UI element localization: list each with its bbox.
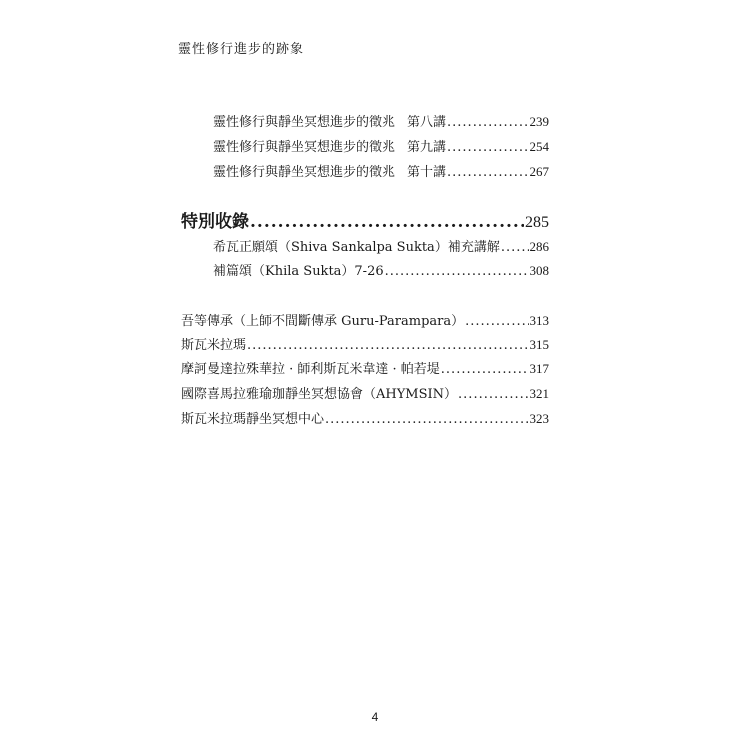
toc-entry-special-1[interactable] xyxy=(213,236,549,255)
toc-entry-page: 239 xyxy=(529,114,549,129)
toc-entry-title: 吾等傳承（上師不間斷傳承 Guru-Parampara） xyxy=(181,314,465,329)
dot-leader xyxy=(447,140,528,155)
toc-entry-page: 308 xyxy=(529,263,549,278)
toc-entry-title: 靈性修行與靜坐冥想進步的徵兆 xyxy=(213,140,396,155)
toc-entry-page: 315 xyxy=(529,337,549,352)
page-number: 4 xyxy=(371,710,379,724)
toc-section-special[interactable] xyxy=(181,207,549,232)
toc-entry-page: 313 xyxy=(529,313,549,328)
toc-entry-title: 補篇頌（Khila Sukta）7-26 xyxy=(213,264,384,279)
section-title: 特別收錄 xyxy=(181,212,249,232)
toc-entry-appendix-1[interactable] xyxy=(181,310,549,329)
toc-entry-title: 希瓦正願頌（Shiva Sankalpa Sukta）補充講解 xyxy=(213,240,500,255)
toc-entry-lecture-label: 第九講 xyxy=(407,140,447,155)
dot-leader xyxy=(385,264,529,279)
dot-leader xyxy=(501,240,529,255)
toc-entry-page: 267 xyxy=(529,164,549,179)
dot-leader xyxy=(325,412,528,427)
toc-entry-title: 靈性修行與靜坐冥想進步的徵兆 xyxy=(213,115,396,130)
toc-entry-appendix-4[interactable] xyxy=(181,383,549,402)
toc-entry-lecture-10[interactable] xyxy=(213,161,549,180)
toc-entry-page: 321 xyxy=(529,386,549,401)
dot-leader xyxy=(441,362,529,377)
section-page: 285 xyxy=(525,214,549,231)
toc-entry-appendix-3[interactable] xyxy=(181,358,549,377)
toc-entry-title: 斯瓦米拉瑪靜坐冥想中心 xyxy=(181,412,325,427)
toc-entry-page: 323 xyxy=(529,411,549,426)
toc-entry-page: 317 xyxy=(529,361,549,376)
toc-entry-lecture-8[interactable] xyxy=(213,111,549,130)
toc-entry-appendix-5[interactable] xyxy=(181,408,549,427)
toc-entry-title: 靈性修行與靜坐冥想進步的徵兆 xyxy=(213,165,396,180)
toc-entry-lecture-9[interactable] xyxy=(213,136,549,155)
toc-entry-page: 254 xyxy=(529,139,549,154)
dot-leader xyxy=(447,115,528,130)
toc-entry-page: 286 xyxy=(529,239,549,254)
dot-leader xyxy=(458,387,528,402)
dot-leader xyxy=(447,165,528,180)
toc-entry-appendix-2[interactable] xyxy=(181,334,549,353)
running-header: 靈性修行進步的跡象 xyxy=(178,42,305,57)
dot-leader xyxy=(247,338,528,353)
toc-entry-lecture-label: 第十講 xyxy=(407,165,447,180)
toc-entry-special-2[interactable] xyxy=(213,260,549,279)
toc-entry-title: 斯瓦米拉瑪 xyxy=(181,338,247,353)
dot-leader xyxy=(465,314,528,329)
dot-leader xyxy=(250,212,524,232)
toc-entry-title: 摩訶曼達拉殊華拉 · 師利斯瓦米韋達 · 帕若堤 xyxy=(181,362,440,377)
toc-entry-lecture-label: 第八講 xyxy=(407,115,447,130)
toc-entry-title: 國際喜馬拉雅瑜珈靜坐冥想協會（AHYMSIN） xyxy=(181,387,458,402)
